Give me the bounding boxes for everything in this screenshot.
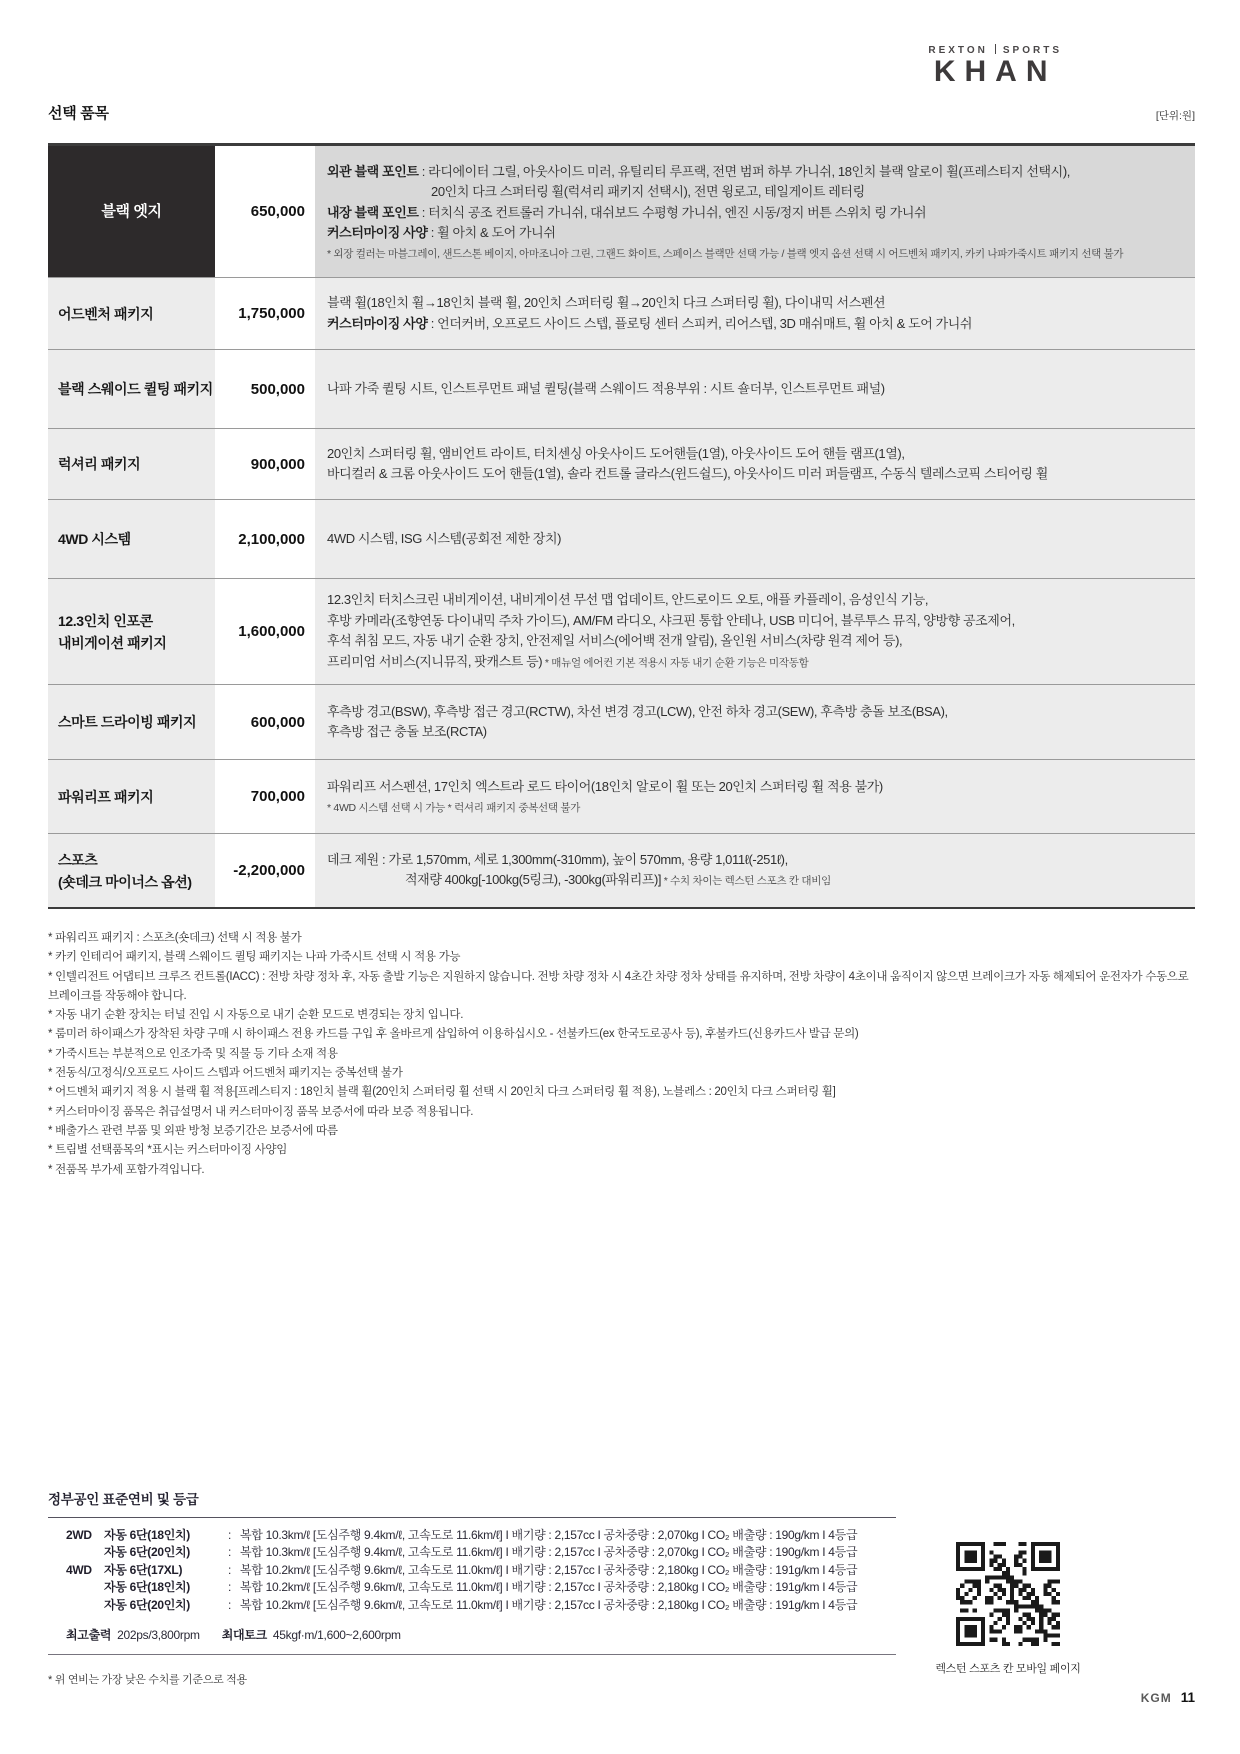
description-line: 20인치 다크 스퍼터링 휠(럭셔리 패키지 선택시), 전면 윙로고, 테일게이트 레터링 xyxy=(431,184,865,199)
option-price: 600,000 xyxy=(215,685,315,759)
description-line: 후측방 접근 충돌 보조(RCTA) xyxy=(327,724,487,739)
option-description xyxy=(315,350,1195,428)
fuel-note: * 위 연비는 가장 낮은 수치를 기준으로 적용 xyxy=(48,1674,247,1687)
mobile-page-qr xyxy=(916,1540,1100,1676)
description-line: 내장 블랙 포인트 : 터치식 공조 컨트롤러 가니쉬, 대쉬보드 수평형 가니쉬, 엔진 시동/정지 버튼 스위치 링 가니쉬 xyxy=(327,204,927,220)
fuel-rule-top xyxy=(48,1517,896,1518)
logo-divider-bar xyxy=(995,44,996,54)
option-name: 4WD 시스템 xyxy=(48,500,215,578)
option-name: 블랙 엣지 xyxy=(48,146,215,277)
max-power-label: 최고출력 xyxy=(66,1628,112,1643)
option-price: 1,750,000 xyxy=(215,278,315,349)
option-price: 900,000 xyxy=(215,429,315,499)
option-description xyxy=(315,500,1195,578)
brand-name: KGM xyxy=(1140,1691,1172,1705)
footnotes-list xyxy=(48,929,1195,1180)
option-row xyxy=(48,428,1195,499)
option-description xyxy=(315,760,1195,833)
rexton-text: REXTON xyxy=(928,45,988,56)
description-line: * 4WD 시스템 선택 시 가능 * 럭셔리 패키지 중복선택 불가 xyxy=(327,801,581,814)
description-line: 커스터마이징 사양 : 언더커버, 오프로드 사이드 스텝, 플로팅 센터 스피커, 리어스텝, 3D 매쉬매트, 휠 아치 & 도어 가니쉬 xyxy=(327,315,973,331)
description-line: 나파 가죽 퀼팅 시트, 인스트루먼트 패널 퀼팅(블랙 스웨이드 적용부위 : 시트 숄더부, 인스트루먼트 패널) xyxy=(327,380,885,396)
option-price: -2,200,000 xyxy=(215,834,315,907)
footnote-item: * 배출가스 관련 부품 및 외판 방청 보증기간은 보증서에 따름 xyxy=(48,1124,338,1137)
section-header xyxy=(48,102,1195,123)
option-price: 700,000 xyxy=(215,760,315,833)
footnote-item: * 카키 인테리어 패키지, 블랙 스웨이드 퀼팅 패키지는 나파 가죽시트 선택 시 적용 가능 xyxy=(48,951,461,964)
power-torque-row xyxy=(66,1626,896,1643)
fuel-economy-row: 자동 6단(20인치) : 복합 10.2km/ℓ [도심주행 9.6km/ℓ, 고속도로 11.0km/ℓ] I 배기량 : 2,157cc I 공차중량 : 2,180kg I CO₂ 배출량 : 191g/km I 4등급 xyxy=(104,1597,858,1612)
qr-caption: 렉스턴 스포츠 칸 모바일 페이지 xyxy=(935,1663,1081,1675)
footnote-item: * 전품목 부가세 포함가격입니다. xyxy=(48,1163,205,1176)
option-price: 2,100,000 xyxy=(215,500,315,578)
unit-label: [단위:원] xyxy=(1155,110,1195,122)
option-row xyxy=(48,759,1195,833)
description-line: 블랙 휠(18인치 휠→18인치 블랙 휠, 20인치 스퍼터링 휠→20인치 다크 스퍼터링 휠), 다이내믹 서스펜션 xyxy=(327,295,886,310)
fuel-economy-row: 자동 6단(20인치) : 복합 10.3km/ℓ [도심주행 9.4km/ℓ, 고속도로 11.6km/ℓ] I 배기량 : 2,157cc I 공차중량 : 2,070kg I CO₂ 배출량 : 190g/km I 4등급 xyxy=(104,1545,858,1560)
max-power-value: 202ps/3,800rpm xyxy=(117,1628,200,1643)
footnote-item: * 트림별 선택품목의 *표시는 커스터마이징 사양임 xyxy=(48,1144,288,1157)
description-line: 후석 취침 모드, 자동 내기 순환 장치, 안전제일 서비스(에어백 전개 알림), 올인원 서비스(차량 원격 제어 등), xyxy=(327,633,903,648)
option-row xyxy=(48,349,1195,428)
option-description xyxy=(315,579,1195,684)
fuel-rule-bottom xyxy=(48,1654,896,1655)
description-line: 적재량 400kg[-100kg(5링크), -300kg(파워리프)] * 수치 차이는 렉스턴 스포츠 칸 대비임 xyxy=(405,872,831,887)
footnote-item: * 인텔리전트 어댑티브 크루즈 컨트롤(IACC) : 전방 차량 정차 후, 자동 출발 기능은 지원하지 않습니다. 전방 차량 정차 시 4초간 차량 정차 상태를 유지하며, 전방 차량이 4초이내 움직이지 않으면 브레이크가 자동 해제되어 운전자가 수동으로 브레이크를 작동해야 합니다. xyxy=(48,970,1189,1002)
footnote-item: * 전동식/고정식/오프로드 사이드 스텝과 어드벤처 패키지는 중복선택 불가 xyxy=(48,1067,403,1080)
option-name: 스마트 드라이빙 패키지 xyxy=(48,685,215,759)
option-description xyxy=(315,146,1195,277)
max-torque-value: 45kgf·m/1,600~2,600rpm xyxy=(272,1628,401,1643)
description-line: * 외장 컬러는 마블그레이, 샌드스톤 베이지, 아마조니아 그린, 그랜드 화이트, 스페이스 블랙만 선택 가능 / 블랙 엣지 옵션 선택 시 어드벤처 패키지, 카키 나파가죽시트 패키지 선택 불가 xyxy=(327,247,1124,260)
option-price: 1,600,000 xyxy=(215,579,315,684)
description-line: 프리미엄 서비스(지니뮤직, 팟캐스트 등) * 매뉴얼 에어컨 기본 적용시 자동 내기 순환 기능은 미작동함 xyxy=(327,653,809,669)
footnote-item: * 커스터마이징 품목은 취급설명서 내 커스터마이징 품목 보증서에 따라 보증 적용됩니다. xyxy=(48,1105,474,1118)
description-line: 12.3인치 터치스크린 내비게이션, 내비게이션 무선 맵 업데이트, 안드로이드 오토, 애플 카플레이, 음성인식 기능, xyxy=(327,592,929,607)
option-description xyxy=(315,685,1195,759)
option-name: 12.3인치 인포콘 내비게이션 패키지 xyxy=(48,579,215,684)
option-name: 파워리프 패키지 xyxy=(48,760,215,833)
fuel-economy-row: 2WD 자동 6단(18인치) : 복합 10.3km/ℓ [도심주행 9.4km/ℓ, 고속도로 11.6km/ℓ] I 배기량 : 2,157cc I 공차중량 : 2,070kg I CO₂ 배출량 : 190g/km I 4등급 xyxy=(66,1528,858,1542)
option-name: 블랙 스웨이드 퀼팅 패키지 xyxy=(48,350,215,428)
option-row xyxy=(48,146,1195,277)
option-price: 650,000 xyxy=(215,146,315,277)
description-line: 데크 제원 : 가로 1,570mm, 세로 1,300mm(-310mm), 높이 570mm, 용량 1,011ℓ(-251ℓ), xyxy=(327,851,788,867)
footnote-item: * 자동 내기 순환 장치는 터널 진입 시 자동으로 내기 순환 모드로 변경되는 장치 입니다. xyxy=(48,1009,464,1022)
khan-wordmark: KHAN xyxy=(933,55,1057,88)
max-torque-label: 최대토크 xyxy=(221,1628,267,1643)
option-name: 어드벤처 패키지 xyxy=(48,278,215,349)
description-line: 커스터마이징 사양 : 휠 아치 & 도어 가니쉬 xyxy=(327,225,556,240)
option-row xyxy=(48,833,1195,907)
footnote-item: * 파워리프 패키지 : 스포츠(숏데크) 선택 시 적용 불가 xyxy=(48,932,302,944)
qr-code xyxy=(954,1540,1062,1653)
footnote-item: * 어드벤처 패키지 적용 시 블랙 휠 적용[프레스티지 : 18인치 블랙 휠(20인치 스퍼터링 휠 선택 시 20인치 다크 스퍼터링 휠 적용), 노블레스 : 20인치 다크 스퍼터링 휠] xyxy=(48,1086,836,1099)
description-line: 후방 카메라(조향연동 다이내믹 주차 가이드), AM/FM 라디오, 샤크핀 통합 안테나, USB 미디어, 블루투스 뮤직, 양방향 공조제어, xyxy=(327,612,1015,628)
option-price: 500,000 xyxy=(215,350,315,428)
page-title: 선택 품목 xyxy=(48,105,109,122)
description-line: 외관 블랙 포인트 : 라디에이터 그릴, 아웃사이드 미러, 유틸리티 루프랙, 전면 범퍼 하부 가니쉬, 18인치 블랙 알로이 휠(프레스티지 선택시), xyxy=(327,163,1070,179)
page-number: 11 xyxy=(1180,1690,1195,1705)
fuel-economy-row: 자동 6단(18인치) : 복합 10.2km/ℓ [도심주행 9.6km/ℓ, 고속도로 11.0km/ℓ] I 배기량 : 2,157cc I 공차중량 : 2,180kg I CO₂ 배출량 : 191g/km I 4등급 xyxy=(104,1580,858,1595)
option-row xyxy=(48,499,1195,578)
fuel-economy-section xyxy=(48,1488,896,1687)
option-description xyxy=(315,278,1195,349)
description-line: 4WD 시스템, ISG 시스템(공회전 제한 장치) xyxy=(327,530,562,546)
fuel-rows xyxy=(66,1527,896,1614)
qr-code-image xyxy=(956,1542,1060,1646)
option-description xyxy=(315,834,1195,907)
fuel-economy-row: 4WD 자동 6단(17XL) : 복합 10.2km/ℓ [도심주행 9.6km/ℓ, 고속도로 11.0km/ℓ] I 배기량 : 2,157cc I 공차중량 : 2,180kg I CO₂ 배출량 : 191g/km I 4등급 xyxy=(66,1562,858,1577)
description-line: 바디컬러 & 크롬 아웃사이드 도어 핸들(1열), 솔라 컨트롤 글라스(윈드쉴드), 아웃사이드 미러 퍼들램프, 수동식 텔레스코픽 스티어링 휠 xyxy=(327,466,1048,481)
description-line: 파워리프 서스펜션, 17인치 엑스트라 로드 타이어(18인치 알로이 휠 또는 20인치 스퍼터링 휠 적용 불가) xyxy=(327,779,883,795)
brand-logo xyxy=(928,44,1062,87)
option-name: 스포츠 (숏데크 마이너스 옵션) xyxy=(48,834,215,907)
options-table xyxy=(48,143,1195,909)
option-row xyxy=(48,578,1195,684)
fuel-section-title: 정부공인 표준연비 및 등급 xyxy=(48,1492,199,1507)
sports-text: SPORTS xyxy=(1002,45,1062,56)
description-line: 20인치 스퍼터링 휠, 앰비언트 라이트, 터치센싱 아웃사이드 도어핸들(1열), 아웃사이드 도어 핸들 램프(1열), xyxy=(327,445,905,461)
option-row xyxy=(48,684,1195,759)
description-line: 후측방 경고(BSW), 후측방 접근 경고(RCTW), 차선 변경 경고(LCW), 안전 하차 경고(SEW), 후측방 충돌 보조(BSA), xyxy=(327,703,948,719)
footnote-item: * 룸미러 하이패스가 장착된 차량 구매 시 하이패스 전용 카드를 구입 후 올바르게 삽입하여 이용하십시오 - 선불카드(ex 한국도로공사 등), 후불카드(신용카드사 발급 문의) xyxy=(48,1028,859,1041)
option-row xyxy=(48,277,1195,349)
footnote-item: * 가죽시트는 부분적으로 인조가죽 및 직물 등 기타 소재 적용 xyxy=(48,1047,338,1060)
option-description xyxy=(315,429,1195,499)
option-name: 럭셔리 패키지 xyxy=(48,429,215,499)
page-footer xyxy=(1141,1690,1195,1705)
